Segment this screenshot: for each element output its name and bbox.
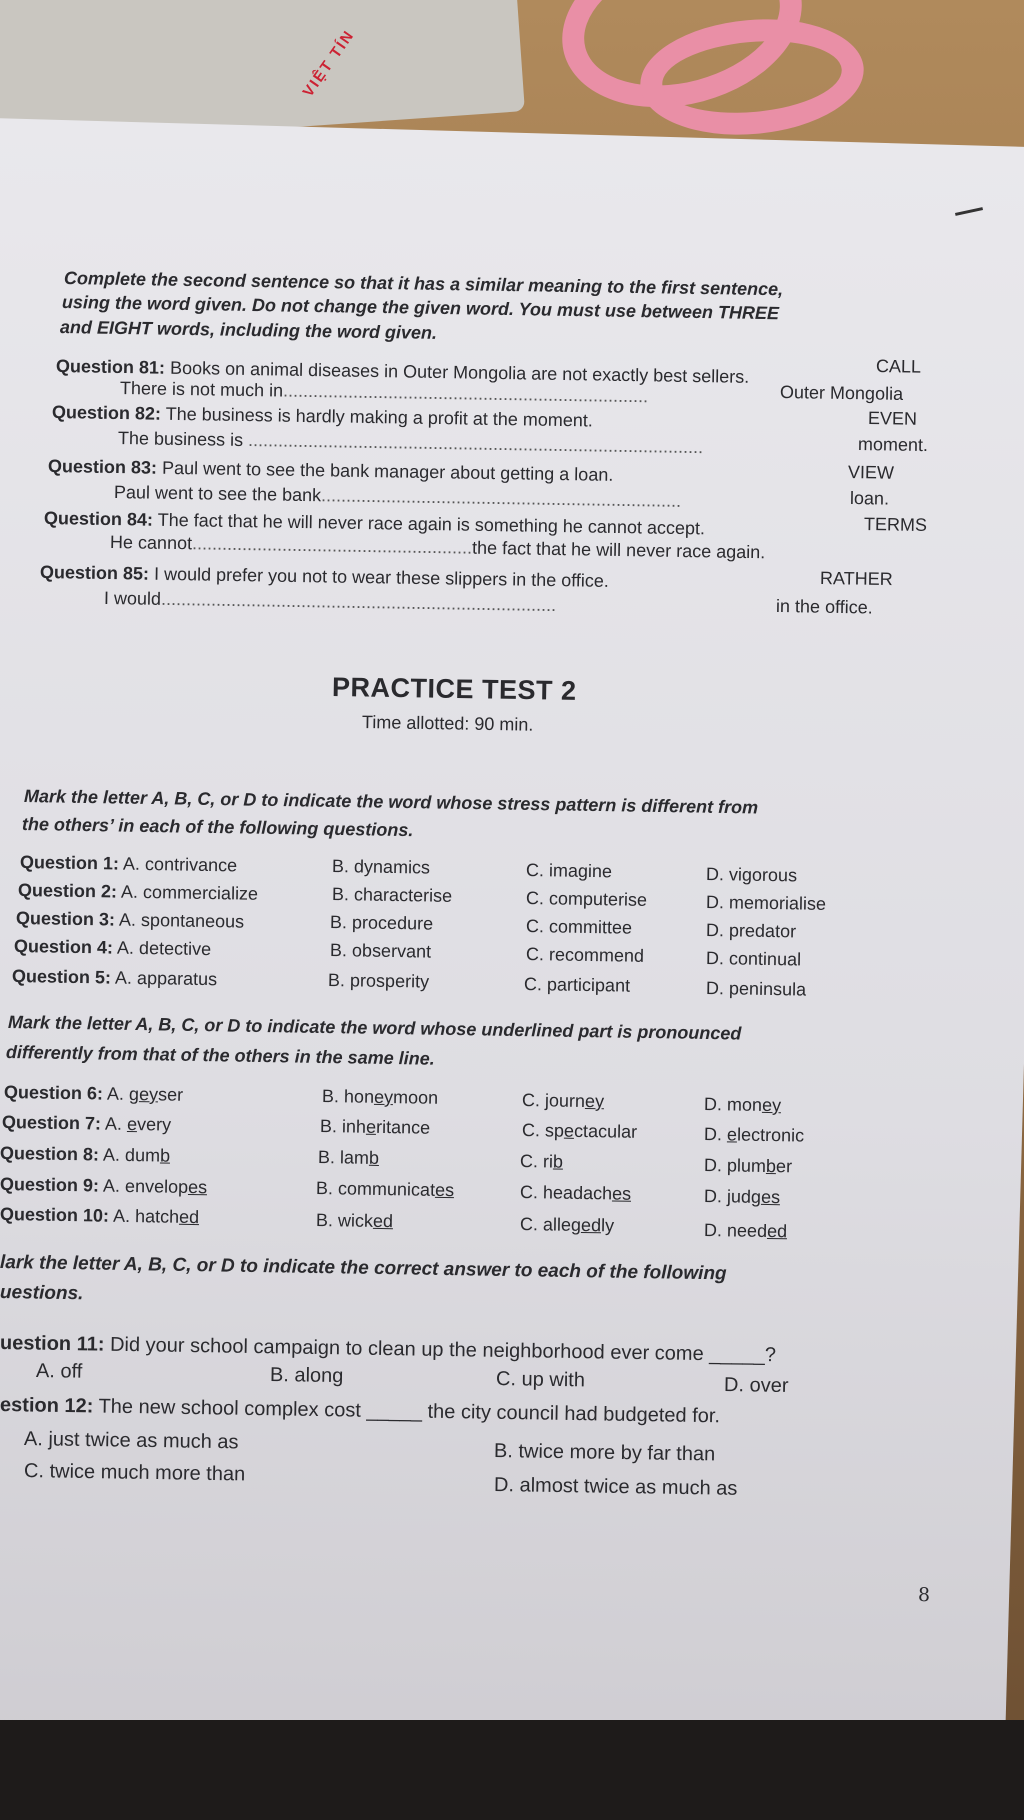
cloth-logo: VIỆT TÍN <box>299 26 359 101</box>
mc-instruction-line1: lark the letter A, B, C, or D to indicate the correct answer to each of the following <box>0 1252 727 1285</box>
time-allotted: Time allotted: 90 min. <box>361 712 534 735</box>
page-number: 8 <box>917 1584 931 1607</box>
pron-instruction-line2: differently from that of the others in the same line. <box>5 1042 435 1069</box>
page-content: Complete the second sentence so that it has a similar meaning to the first sentence, using the word given. Do not change the given word. You must use between THREE and EIGHT words, including the word given. Question 81: Books on animal diseases in Outer Mongolia are not exactly best sellers. CALL There is not much in......................................................................... Outer Mongolia Question 82: The business is hardly making a profit at the moment. EVEN The business is ........................................................................................... moment. Question 83: Paul went to see the bank manager about getting a loan. VIEW Paul went to see the bank........................................................................ loan. Question 84: The fact that he will never race again is something he cannot accept. TERMS He cannot........................................................the fact that he will never race again. Question 85: I would prefer you not to wear these slippers in the office. RATHER I would............................................................................... in the office. PRACTICE TEST 2 Time allotted: 90 min. Mark the letter A, B, C, or D to indicate the word whose stress pattern is different from the others’ in each of the following questions. Question 1: A. contrivance B. dynamics C. imagine D. vigorous Question 2: A. commercialize B. characterise C. computerise D. memorialise Question 3: A. spontaneous B. procedure C. committee D. predator Question 4: A. detective B. observant C. recommend D. continual Question 5: A. apparatus B. prosperity C. participant D. peninsula Mark the letter A, B, C, or D to indicate the word whose underlined part is pronounced differently from that of the others in the same line. Question 6: A. geyser B. honeymoon C. journey D. money Question 7: A. every B. inheritance C. spectacular D. electronic Question 8: A. dumb B. lamb C. rib D. plumber Question 9: A. envelopes B. communicates C. headaches D. judges Question 10: A. hatched B. wicked C. allegedly D. needed lark the letter A, B, C, or D to indicate the correct answer to each of the following uestions. uestion 11: Did your school campaign to clean up the neighborhood ever come _____? A. off B. along C. up with D. over estion 12: The new school complex cost _____ the city council had budgeted for. A. just twice as much as B. twice more by far than C. twice much more than D. almost twice as much as 8 <box>0 268 931 1607</box>
rewrite-instruction-line3: and EIGHT words, including the word given. <box>59 317 438 343</box>
rewrite-instruction-line2: using the word given. Do not change the given word. You must use between THREE <box>61 292 780 324</box>
rewrite-instruction-line1: Complete the second sentence so that it has a similar meaning to the first sentence, <box>63 268 784 300</box>
pron-instruction-line1: Mark the letter A, B, C, or D to indicate the word whose underlined part is pronounced <box>7 1012 742 1044</box>
test-title: PRACTICE TEST 2 <box>331 672 577 706</box>
stress-instruction-line2: the others’ in each of the following questions. <box>21 814 414 841</box>
mc-instruction-line2: uestions. <box>0 1282 84 1305</box>
stress-instruction-line1: Mark the letter A, B, C, or D to indicate the word whose stress pattern is different from <box>23 786 759 818</box>
